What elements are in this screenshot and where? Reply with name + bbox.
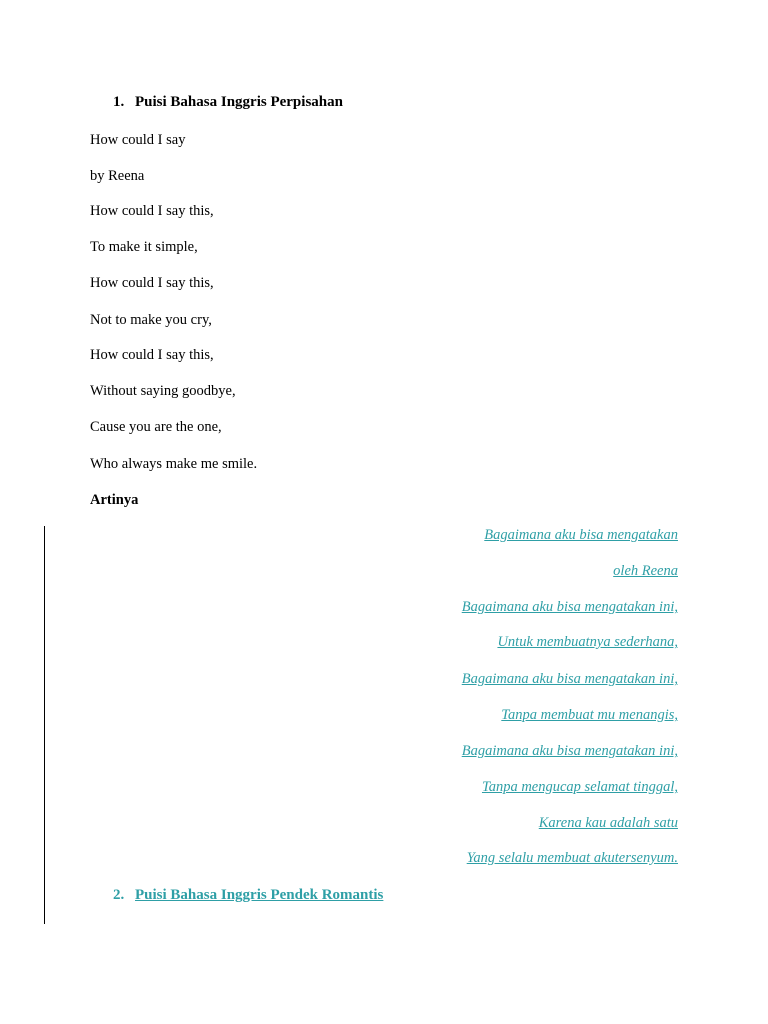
poem-line: How could I say — [90, 132, 186, 148]
translation-line[interactable]: Untuk membuatnya sederhana, — [497, 634, 678, 650]
poem-line: Who always make me smile. — [90, 456, 258, 472]
section-2-heading[interactable] — [113, 887, 383, 904]
translation-line[interactable]: Karena kau adalah satu — [538, 815, 678, 831]
section-2-number: 2. — [113, 887, 125, 903]
poem-line: Cause you are the one, — [90, 419, 222, 435]
poem-line: Not to make you cry, — [90, 312, 212, 328]
poem-line: How could I say this, — [90, 203, 214, 219]
poem-line: Without saying goodbye, — [90, 383, 236, 399]
translation-line[interactable]: Bagaimana aku bisa mengatakan — [484, 527, 678, 543]
translation-line[interactable]: Yang selalu membuat akutersenyum. — [466, 850, 678, 866]
poem-line: by Reena — [90, 168, 145, 184]
translation-line[interactable]: Bagaimana aku bisa mengatakan ini, — [461, 599, 678, 615]
section-1-heading — [113, 94, 343, 111]
section-2-title: Puisi Bahasa Inggris Pendek Romantis — [135, 887, 384, 903]
change-bar — [44, 526, 45, 924]
translation-line[interactable]: Tanpa mengucap selamat tinggal, — [481, 779, 678, 795]
section-1-title: Puisi Bahasa Inggris Perpisahan — [135, 94, 343, 110]
translation-line[interactable]: Bagaimana aku bisa mengatakan ini, — [461, 671, 678, 687]
poem-line: To make it simple, — [90, 239, 198, 255]
poem-line: How could I say this, — [90, 275, 214, 291]
translation-line[interactable]: Bagaimana aku bisa mengatakan ini, — [461, 743, 678, 759]
poem-line: How could I say this, — [90, 347, 214, 363]
translation-line[interactable]: Tanpa membuat mu menangis, — [501, 707, 678, 723]
translation-line[interactable]: oleh Reena — [613, 563, 678, 579]
section-1-number: 1. — [113, 94, 125, 110]
artinya-label: Artinya — [90, 492, 139, 508]
